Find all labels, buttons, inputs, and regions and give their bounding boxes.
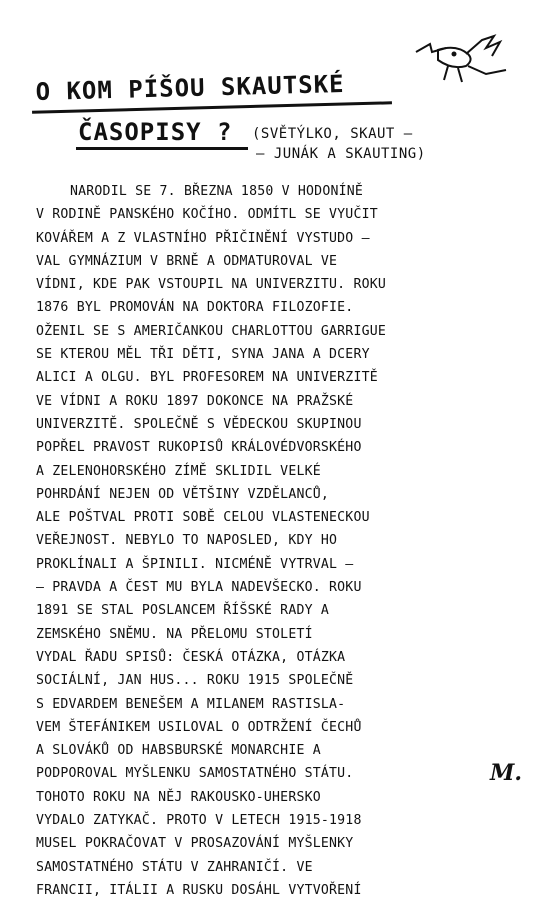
text-line: PODPOROVAL MYŠLENKU SAMOSTATNÉHO STÁTU.	[36, 766, 354, 782]
text-line: ALE POŠTVAL PROTI SOBĚ CELOU VLASTENECKOU	[36, 510, 370, 526]
subtitle-line-2: – JUNÁK A SKAUTING)	[256, 146, 426, 162]
text-line: S EDVARDEM BENEŠEM A MILANEM RASTISLA-	[36, 696, 346, 712]
text-line: OŽENIL SE S AMERIČANKOU CHARLOTTOU GARRIGUE	[36, 323, 387, 339]
page-title: O KOM PÍŠOU SKAUTSKÉ	[35, 69, 345, 106]
text-line: VÍDNI, KDE PAK VSTOUPIL NA UNIVERZITU. ROKU	[36, 277, 387, 293]
bird-doodle-icon	[408, 30, 518, 92]
text-line: POHRDÁNÍ NEJEN OD VĚTŠINY VZDĚLANCŮ,	[36, 486, 330, 502]
text-line: VEM ŠTEFÁNIKEM USILOVAL O ODTRŽENÍ ČECHŮ	[36, 719, 362, 735]
text-line: – PRAVDA A ČEST MU BYLA NADEVŠECKO. ROKU	[36, 580, 362, 596]
text-line: VYDALO ZATYKAČ. PROTO V LETECH 1915-1918	[36, 813, 362, 829]
text-line: SOCIÁLNÍ, JAN HUS... ROKU 1915 SPOLEČNĚ	[36, 673, 354, 689]
text-line: V RODINĚ PANSKÉHO KOČÍHO. ODMÍTL SE VYUČIT	[36, 207, 378, 223]
text-line: SE KTEROU MĚL TŘI DĚTI, SYNA JANA A DCERY	[36, 347, 370, 363]
text-line: PROKLÍNALI A ŠPINILI. NICMÉNĚ VYTRVAL –	[36, 556, 354, 572]
text-line: VAL GYMNÁZIUM V BRNĚ A ODMATUROVAL VE	[36, 253, 338, 269]
text-line: MUSEL POKRAČOVAT V PROSAZOVÁNÍ MYŠLENKY	[36, 836, 354, 852]
text-line: VE VÍDNI A ROKU 1897 DOKONCE NA PRAŽSKÉ	[36, 393, 354, 409]
text-line: 1876 BYL PROMOVÁN NA DOKTORA FILOZOFIE.	[36, 300, 354, 316]
text-line: POPŘEL PRAVOST RUKOPISŮ KRÁLOVÉDVORSKÉHO	[36, 440, 362, 456]
body-text	[36, 180, 526, 902]
text-line: UNIVERZITĚ. SPOLEČNĚ S VĚDECKOU SKUPINOU	[36, 416, 362, 432]
signature: M.	[490, 760, 523, 786]
text-line: 1891 SE STAL POSLANCEM ŘÍŠSKÉ RADY A	[36, 603, 330, 619]
text-line: FRANCII, ITÁLII A RUSKU DOSÁHL VYTVOŘENÍ	[36, 882, 362, 898]
text-line: A SLOVÁKŮ OD HABSBURSKÉ MONARCHIE A	[36, 743, 321, 759]
text-line: KOVÁŘEM A Z VLASTNÍHO PŘIČINĚNÍ VYSTUDO –	[36, 230, 370, 246]
text-line: ZEMSKÉHO SNĚMU. NA PŘELOMU STOLETÍ	[36, 626, 313, 642]
text-line: SAMOSTATNÉHO STÁTU V ZAHRANIČÍ. VE	[36, 859, 313, 875]
text-line: ALICI A OLGU. BYL PROFESOREM NA UNIVERZITĚ	[36, 370, 378, 386]
text-line: NARODIL SE 7. BŘEZNA 1850 V HODONÍNĚ	[70, 184, 364, 199]
page-title-line-2: ČASOPISY ?	[78, 118, 233, 146]
text-line: VYDAL ŘADU SPISŮ: ČESKÁ OTÁZKA, OTÁZKA	[36, 649, 346, 665]
text-line: TOHOTO ROKU NA NĚJ RAKOUSKO-UHERSKO	[36, 789, 321, 805]
title-underline-2	[76, 147, 248, 150]
subtitle-line-1: (SVĚTÝLKO, SKAUT –	[252, 126, 413, 142]
text-line: A ZELENOHORSKÉHO ZÍMĚ SKLIDIL VELKÉ	[36, 463, 321, 479]
text-line: VEŘEJNOST. NEBYLO TO NAPOSLED, KDY HO	[36, 533, 338, 549]
